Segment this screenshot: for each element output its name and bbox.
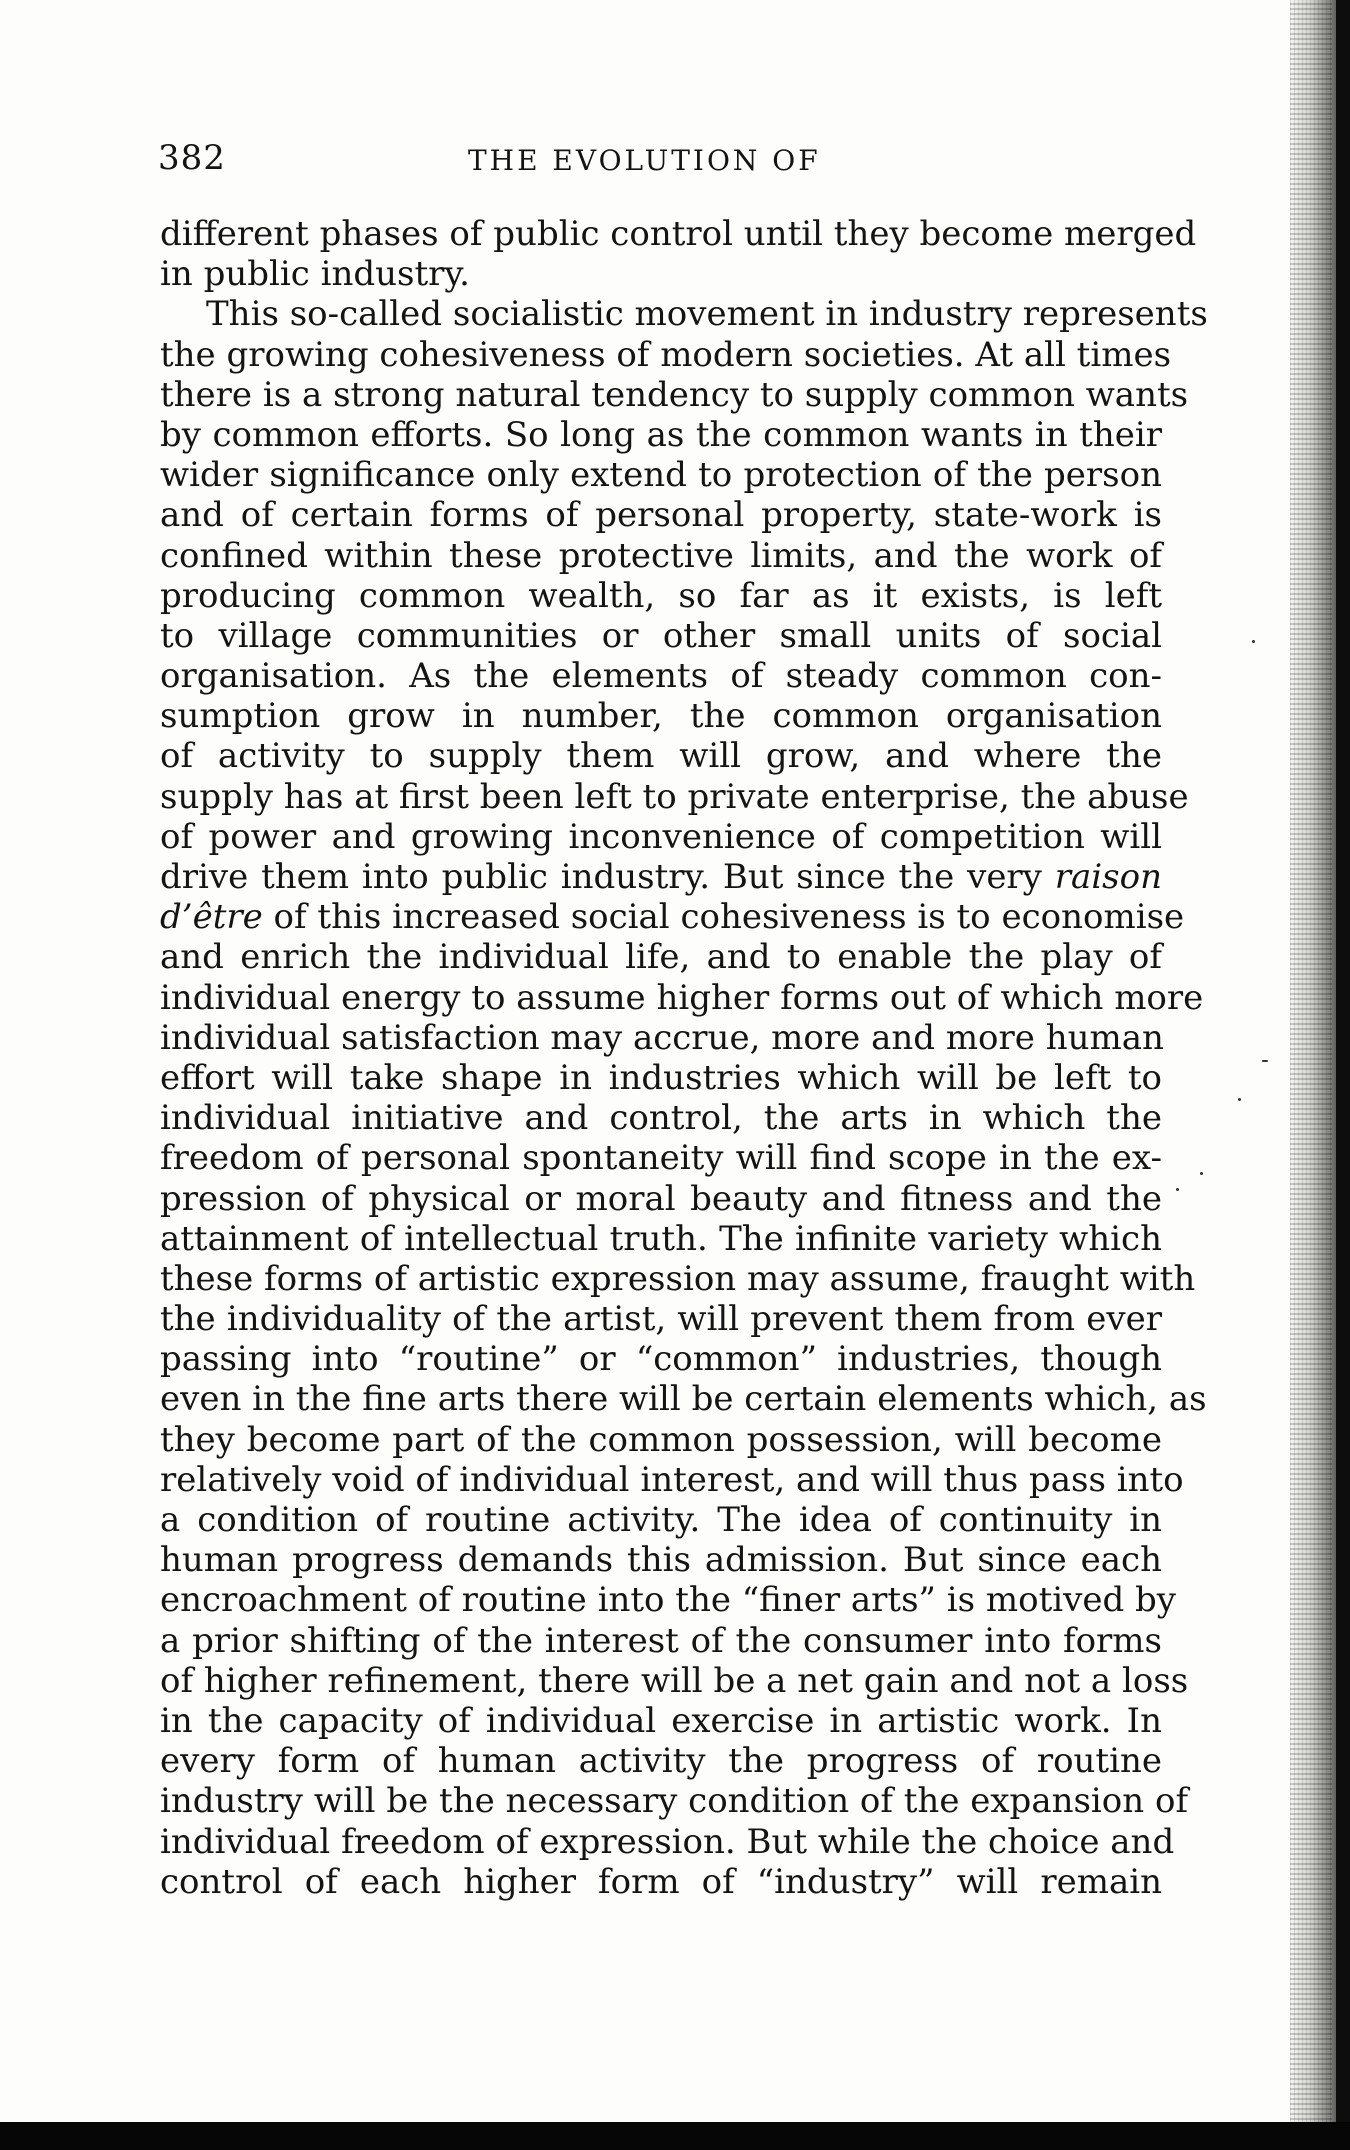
text-line: a prior shifting of the interest of the consumer into forms — [160, 1620, 1162, 1661]
ink-speck — [1200, 1172, 1203, 1175]
text-line: industry will be the necessary condition of the expansion of — [160, 1781, 1189, 1822]
text-line: and enrich the individual life, and to enable the play of — [160, 937, 1162, 978]
text-line: producing common wealth, so far as it exists, is left — [160, 575, 1162, 616]
text-line-with-italic — [160, 897, 1185, 938]
text-segment: drive them into public industry. But since the very — [160, 857, 1042, 897]
text-line: individual initiative and control, the arts in which the — [160, 1098, 1162, 1139]
text-line: of power and growing inconvenience of competition will — [160, 816, 1162, 857]
text-line: freedom of personal spontaneity will find scope in the ex- — [160, 1138, 1162, 1179]
page-header — [158, 138, 1168, 188]
text-line: sumption grow in number, the common organisation — [160, 696, 1162, 737]
text-line: relatively void of individual interest, and will thus pass into — [160, 1459, 1184, 1500]
text-line: pression of physical or moral beauty and fitness and the — [160, 1178, 1162, 1219]
page-edge-shadow — [1336, 0, 1350, 2150]
text-line: by common efforts. So long as the common wants in their — [160, 414, 1162, 455]
text-line: wider significance only extend to protection of the person — [160, 455, 1162, 496]
text-line: and of certain forms of personal property, state-work is — [160, 495, 1162, 536]
text-line: passing into “routine” or “common” industries, though — [160, 1339, 1162, 1380]
ink-speck — [1176, 1188, 1179, 1191]
text-line: individual freedom of expression. But while the choice and — [160, 1821, 1175, 1862]
text-segment: of this increased social cohesiveness is to economise — [273, 897, 1185, 938]
text-line: in public industry. — [160, 254, 470, 295]
text-line: the growing cohesiveness of modern societies. At all times — [160, 334, 1172, 375]
text-line: supply has at first been left to private enterprise, the abuse — [160, 776, 1189, 817]
text-line: every form of human activity the progress of routine — [160, 1741, 1162, 1782]
ink-speck — [1252, 640, 1255, 643]
text-line: confined within these protective limits, and the work of — [160, 535, 1162, 576]
text-line: these forms of artistic expression may assume, fraught with — [160, 1258, 1196, 1299]
running-head: THE EVOLUTION OF — [468, 144, 821, 177]
text-line: attainment of intellectual truth. The infinite variety which — [160, 1218, 1162, 1259]
text-line: to village communities or other small units of social — [160, 615, 1162, 656]
text-line: effort will take shape in industries which will be left to — [160, 1057, 1162, 1098]
text-line: individual energy to assume higher forms out of which more — [160, 977, 1204, 1018]
italic-term: d’être — [160, 897, 263, 938]
text-line: of activity to supply them will grow, and where the — [160, 736, 1162, 777]
body-text — [160, 214, 1208, 1902]
text-line: encroachment of routine into the “finer arts” is motived by — [160, 1580, 1176, 1621]
text-line-with-italic — [160, 857, 1162, 897]
text-line: in the capacity of individual exercise in artistic work. In — [160, 1700, 1162, 1741]
page-number: 382 — [158, 138, 226, 178]
text-line: This so-called socialistic movement in industry represents — [206, 294, 1208, 335]
text-line: control of each higher form of “industry” will remain — [160, 1861, 1162, 1902]
text-line: the individuality of the artist, will prevent them from ever — [160, 1299, 1162, 1340]
binding-gutter-texture — [1290, 0, 1332, 2150]
text-line: there is a strong natural tendency to supply common wants — [160, 374, 1189, 415]
text-line: even in the fine arts there will be certain elements which, as — [160, 1379, 1207, 1420]
text-line: of higher refinement, there will be a net gain and not a loss — [160, 1660, 1189, 1701]
ink-speck — [1238, 1098, 1241, 1101]
bottom-scan-edge — [0, 2122, 1350, 2150]
text-line: individual satisfaction may accrue, more and more human — [160, 1017, 1164, 1058]
text-line: organisation. As the elements of steady common con- — [160, 656, 1162, 697]
text-line: human progress demands this admission. But since each — [160, 1540, 1162, 1581]
text-line: a condition of routine activity. The idea of continuity in — [160, 1500, 1162, 1540]
text-line: they become part of the common possession, will become — [160, 1419, 1162, 1460]
ink-speck — [1262, 1060, 1268, 1062]
italic-term: raison — [1054, 857, 1162, 897]
text-line: different phases of public control until they become merged — [160, 214, 1197, 254]
